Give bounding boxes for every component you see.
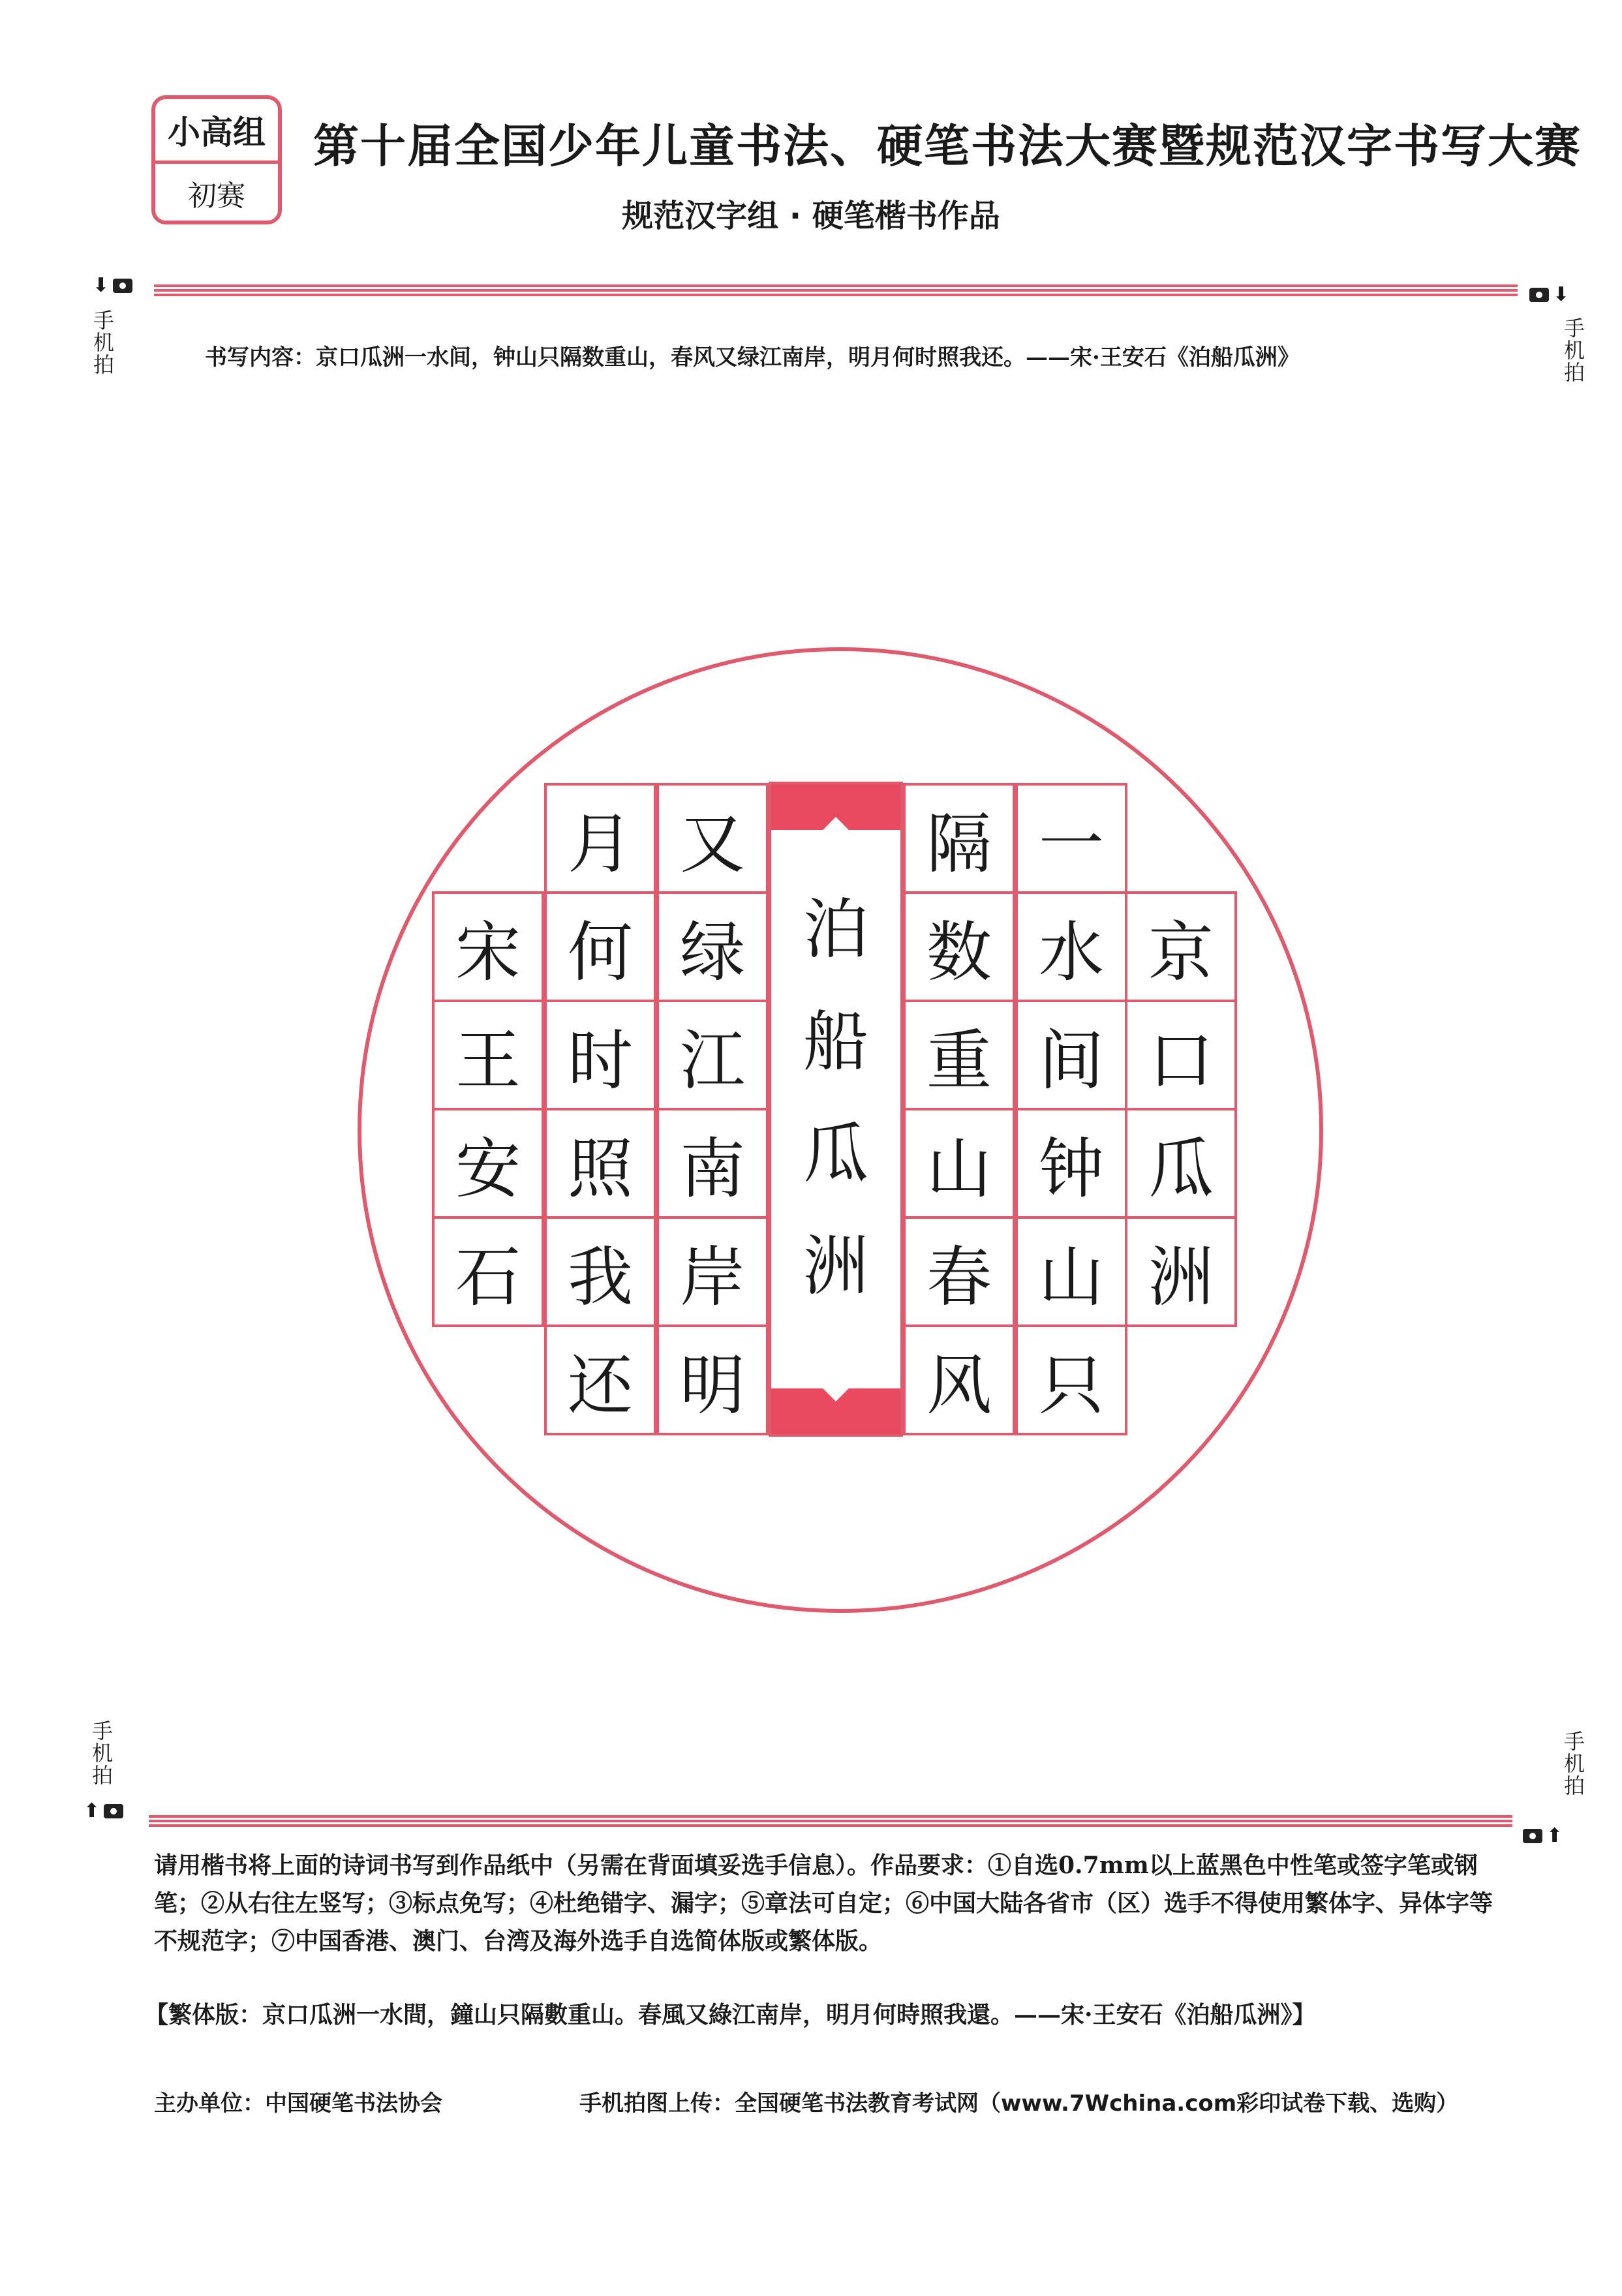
- grid-cell: 江: [656, 1000, 769, 1110]
- phone-shoot-label-top-left: 手机拍: [90, 309, 115, 376]
- title-char: 洲: [803, 1228, 868, 1304]
- grid-cell: 时: [544, 1000, 656, 1110]
- grid-cell: 我: [544, 1216, 656, 1327]
- grid-cell: 一: [1015, 783, 1127, 894]
- grid-cell: 京: [1125, 891, 1237, 1002]
- grid-cell: 何: [544, 891, 656, 1002]
- artwork-title-column: [769, 782, 903, 1437]
- camera-marker-bottom-right: [1523, 1824, 1563, 1847]
- stage-label: 初赛: [188, 179, 245, 213]
- grid-cell: 安: [432, 1108, 544, 1219]
- camera-icon: [113, 279, 132, 293]
- grid-cell: 隔: [903, 783, 1015, 894]
- grid-cell: 钟: [1015, 1108, 1127, 1219]
- grid-cell: 洲: [1125, 1216, 1237, 1327]
- grid-cell: 岸: [656, 1216, 769, 1327]
- grid-cell: 照: [544, 1108, 656, 1219]
- grid-cell: 山: [903, 1108, 1015, 1219]
- grid-cell: 明: [656, 1324, 769, 1435]
- grid-cell: 又: [656, 783, 769, 894]
- camera-icon: [1523, 1829, 1542, 1843]
- grid-cell: 间: [1015, 1000, 1127, 1110]
- grid-cell: 数: [903, 891, 1015, 1002]
- grid-cell: 宋: [432, 891, 544, 1002]
- grid-cell: 重: [903, 1000, 1015, 1110]
- traditional-version: 【繁体版：京口瓜洲一水間，鐘山只隔數重山。春風又綠江南岸，明月何時照我還。——宋·王安石《泊船瓜洲》】: [145, 2001, 1316, 2028]
- grid-cell: 口: [1125, 1000, 1237, 1110]
- camera-icon: [1529, 288, 1549, 302]
- top-divider: [154, 284, 1518, 296]
- grid-cell: 绿: [656, 891, 769, 1002]
- page-title: 第十届全国少年儿童书法、硬笔书法大赛暨规范汉字书写大赛: [313, 119, 1582, 173]
- writing-content: 书写内容：京口瓜洲一水间，钟山只隔数重山，春风又绿江南岸，明月何时照我还。——宋·王安石《泊船瓜洲》: [205, 344, 1300, 371]
- grid-cell: 春: [903, 1216, 1015, 1327]
- title-char: 泊: [803, 891, 868, 968]
- grid-cell: 还: [544, 1324, 656, 1435]
- grid-cell: 南: [656, 1108, 769, 1219]
- instructions: 请用楷书将上面的诗词书写到作品纸中（另需在背面填妥选手信息）。作品要求：①自选0.7mm以上蓝黑色中性笔或签字笔或钢笔；②从右往左竖写；③标点免写；④杜绝错字、漏字；⑤章法可自定；⑥中国大陆各省市（区）选手不得使用繁体字、异体字等不规范字；⑦中国香港、澳门、台湾及海外选手自选简体版或繁体版。: [154, 1852, 1493, 1955]
- grid-cell: 风: [903, 1324, 1015, 1435]
- title-char: 瓜: [803, 1116, 868, 1192]
- page-subtitle: 规范汉字组 · 硬笔楷书作品: [622, 198, 1000, 234]
- grid-cell: 王: [432, 1000, 544, 1110]
- phone-shoot-label-bottom-right: 手机拍: [1561, 1730, 1585, 1797]
- grid-cell: 山: [1015, 1216, 1127, 1327]
- camera-icon: [104, 1804, 123, 1818]
- phone-shoot-label-top-right: 手机拍: [1561, 317, 1585, 384]
- camera-marker-bottom-left: [84, 1799, 123, 1822]
- camera-marker-top-right: [1529, 283, 1569, 306]
- up-arrow-icon: ⬆: [84, 1799, 100, 1822]
- grid-cell: 只: [1015, 1324, 1127, 1435]
- bottom-divider: [149, 1815, 1512, 1827]
- title-char: 船: [803, 1003, 868, 1080]
- down-arrow-icon: ⬇: [1553, 283, 1570, 306]
- down-arrow-icon: ⬇: [93, 274, 110, 297]
- grid-cell: 瓜: [1125, 1108, 1237, 1219]
- grid-cell: 水: [1015, 891, 1127, 1002]
- group-label: 小高组: [155, 99, 278, 164]
- camera-marker-top-left: [93, 274, 132, 297]
- phone-shoot-label-bottom-left: 手机拍: [89, 1720, 114, 1786]
- upload-info: 手机拍图上传：全国硬笔书法教育考试网（www.7Wchina.com彩印试卷下载、选购）: [579, 2090, 1459, 2117]
- grid-cell: 石: [432, 1216, 544, 1327]
- organizer: 主办单位：中国硬笔书法协会: [154, 2090, 442, 2117]
- up-arrow-icon: ⬆: [1546, 1824, 1563, 1847]
- grid-cell: 月: [544, 783, 656, 894]
